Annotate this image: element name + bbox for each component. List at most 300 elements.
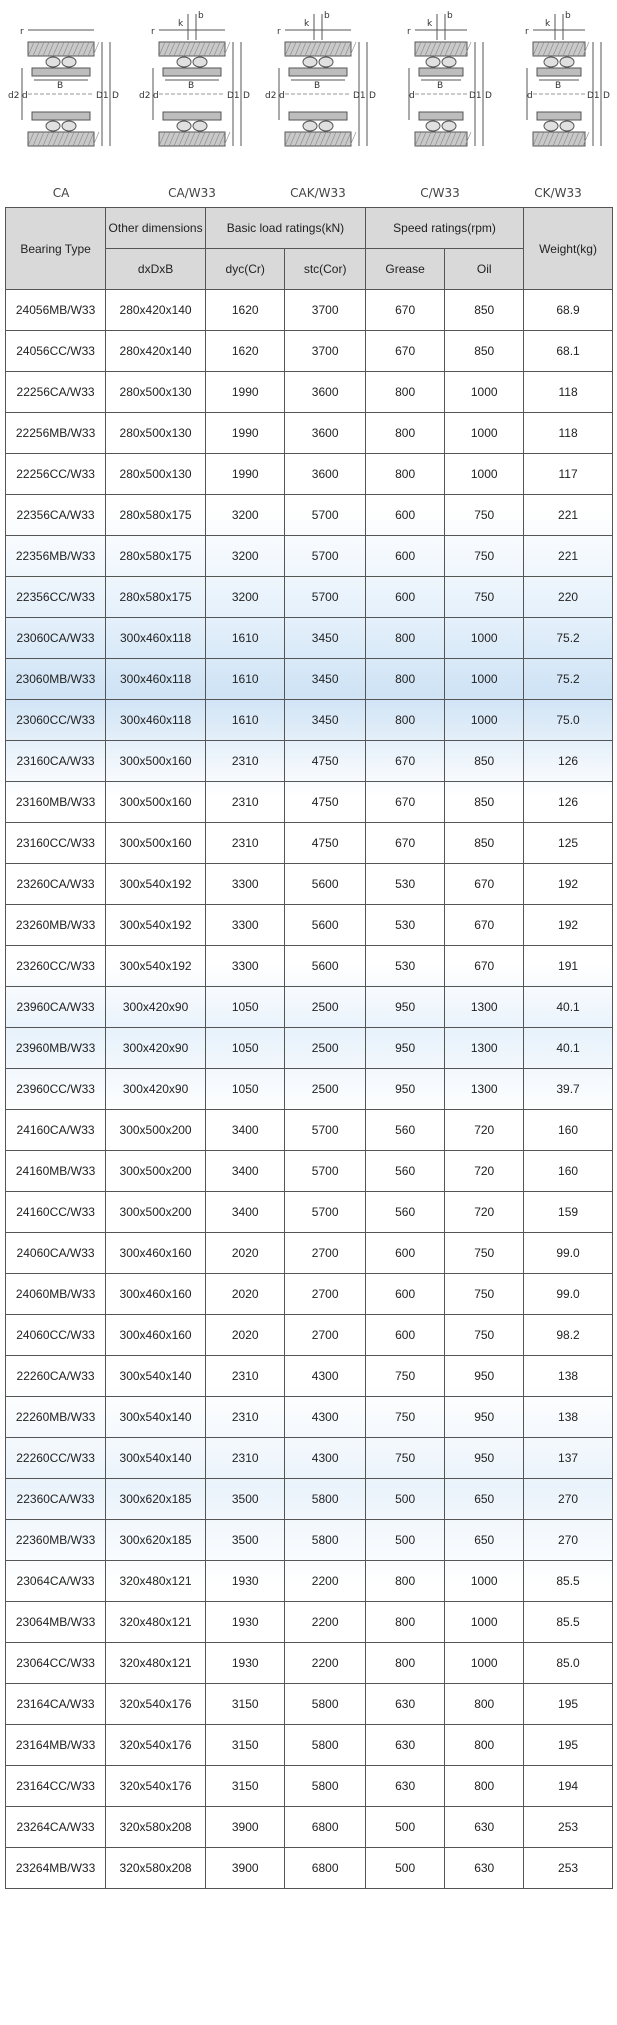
cell-oil: 670 — [445, 946, 524, 987]
cell-weight: 85.0 — [524, 1643, 613, 1684]
dimension-label-d: d — [22, 91, 28, 101]
header-weight: Weight(kg) — [524, 208, 613, 290]
cell-stc: 4750 — [285, 823, 366, 864]
cell-grease: 600 — [365, 495, 444, 536]
table-row — [6, 1807, 613, 1848]
cell-weight: 125 — [524, 823, 613, 864]
cell-stc: 6800 — [285, 1848, 366, 1889]
cell-dyc: 1930 — [206, 1561, 285, 1602]
cell-stc: 2200 — [285, 1602, 366, 1643]
cell-dimensions: 300x500x200 — [106, 1151, 206, 1192]
cell-bearing-type: 23960MB/W33 — [6, 1028, 106, 1069]
cell-bearing-type: 22256MB/W33 — [6, 413, 106, 454]
table-row — [6, 700, 613, 741]
cell-grease: 670 — [365, 331, 444, 372]
dimension-label-d2: d2 — [139, 91, 151, 101]
cell-dimensions: 300x540x192 — [106, 864, 206, 905]
table-row — [6, 1725, 613, 1766]
cell-dimensions: 320x580x208 — [106, 1848, 206, 1889]
cell-stc: 5800 — [285, 1725, 366, 1766]
cell-oil: 1000 — [445, 659, 524, 700]
dimension-label-k: k — [427, 19, 433, 29]
header-basic-load: Basic load ratings(kN) — [206, 208, 366, 249]
table-row — [6, 618, 613, 659]
cell-stc: 3600 — [285, 413, 366, 454]
cell-bearing-type: 23160CC/W33 — [6, 823, 106, 864]
cell-dyc: 3500 — [206, 1520, 285, 1561]
table-row — [6, 864, 613, 905]
cell-oil: 950 — [445, 1438, 524, 1479]
cell-bearing-type: 24056MB/W33 — [6, 290, 106, 331]
cell-bearing-type: 23264MB/W33 — [6, 1848, 106, 1889]
cell-dimensions: 300x540x192 — [106, 946, 206, 987]
cell-dyc: 3200 — [206, 577, 285, 618]
cell-grease: 950 — [365, 987, 444, 1028]
cell-stc: 5700 — [285, 577, 366, 618]
cell-bearing-type: 22356MB/W33 — [6, 536, 106, 577]
cell-grease: 600 — [365, 1315, 444, 1356]
dimension-label-b: B — [57, 81, 64, 91]
cell-oil: 1300 — [445, 1028, 524, 1069]
cell-grease: 670 — [365, 782, 444, 823]
cell-weight: 270 — [524, 1479, 613, 1520]
bearing-cross-section — [6, 10, 119, 180]
cell-oil: 800 — [445, 1725, 524, 1766]
table-row — [6, 536, 613, 577]
cell-dimensions: 300x540x140 — [106, 1397, 206, 1438]
cell-bearing-type: 24160CA/W33 — [6, 1110, 106, 1151]
cell-weight: 192 — [524, 864, 613, 905]
cell-weight: 160 — [524, 1151, 613, 1192]
cell-bearing-type: 24060CA/W33 — [6, 1233, 106, 1274]
cell-oil: 1000 — [445, 413, 524, 454]
cell-grease: 800 — [365, 372, 444, 413]
cell-dyc: 2310 — [206, 1356, 285, 1397]
cell-weight: 98.2 — [524, 1315, 613, 1356]
dimension-label-r: r — [151, 27, 155, 37]
cell-dimensions: 300x500x160 — [106, 823, 206, 864]
cell-dyc: 2310 — [206, 741, 285, 782]
cell-stc: 4300 — [285, 1356, 366, 1397]
cell-dyc: 1990 — [206, 454, 285, 495]
cell-grease: 800 — [365, 1561, 444, 1602]
cell-oil: 1000 — [445, 618, 524, 659]
cell-dyc: 3500 — [206, 1479, 285, 1520]
dimension-label-d1: D1 — [587, 91, 600, 101]
dimension-label-d: d — [409, 91, 415, 101]
table-row — [6, 1479, 613, 1520]
cell-stc: 5800 — [285, 1479, 366, 1520]
cell-weight: 99.0 — [524, 1274, 613, 1315]
cell-oil: 670 — [445, 864, 524, 905]
dimension-label-b: B — [314, 81, 321, 91]
cell-dimensions: 280x420x140 — [106, 290, 206, 331]
cell-grease: 800 — [365, 454, 444, 495]
diagram-label: CA/W33 — [168, 186, 216, 200]
dimension-label-r: r — [20, 27, 24, 37]
header-other-dimensions: Other dimensions — [106, 208, 206, 249]
cell-dimensions: 300x620x185 — [106, 1479, 206, 1520]
cell-stc: 5800 — [285, 1766, 366, 1807]
cell-dyc: 1930 — [206, 1602, 285, 1643]
cell-dyc: 2310 — [206, 782, 285, 823]
dimension-label-d: d — [279, 91, 285, 101]
table-row — [6, 290, 613, 331]
cell-grease: 750 — [365, 1397, 444, 1438]
dimension-label-r: r — [407, 27, 411, 37]
cell-bearing-type: 22356CC/W33 — [6, 577, 106, 618]
cell-oil: 850 — [445, 290, 524, 331]
table-row — [6, 1069, 613, 1110]
cell-bearing-type: 22360CA/W33 — [6, 1479, 106, 1520]
cell-oil: 850 — [445, 782, 524, 823]
table-row — [6, 1602, 613, 1643]
dimension-label-r: r — [525, 27, 529, 37]
cell-oil: 850 — [445, 741, 524, 782]
dimension-label-k: k — [178, 19, 184, 29]
cell-bearing-type: 23060CA/W33 — [6, 618, 106, 659]
table-row — [6, 1028, 613, 1069]
cell-stc: 5700 — [285, 536, 366, 577]
cell-weight: 160 — [524, 1110, 613, 1151]
table-row — [6, 741, 613, 782]
cell-dimensions: 300x500x200 — [106, 1192, 206, 1233]
cell-grease: 600 — [365, 1274, 444, 1315]
diagram-label: CK/W33 — [534, 186, 582, 200]
cell-oil: 950 — [445, 1356, 524, 1397]
cell-grease: 800 — [365, 700, 444, 741]
diagram-label: CAK/W33 — [290, 186, 346, 200]
cell-oil: 650 — [445, 1479, 524, 1520]
diagram-ca-w33 — [137, 10, 250, 205]
cell-dimensions: 280x580x175 — [106, 536, 206, 577]
cell-weight: 221 — [524, 536, 613, 577]
dimension-label-b: b — [447, 11, 453, 21]
cell-dimensions: 300x500x160 — [106, 741, 206, 782]
dimension-label-d: d — [527, 91, 533, 101]
cell-dimensions: 280x500x130 — [106, 372, 206, 413]
cell-dyc: 3400 — [206, 1192, 285, 1233]
cell-bearing-type: 23160CA/W33 — [6, 741, 106, 782]
table-row — [6, 331, 613, 372]
cell-stc: 2700 — [285, 1315, 366, 1356]
cell-weight: 137 — [524, 1438, 613, 1479]
cell-dyc: 1050 — [206, 1069, 285, 1110]
cell-weight: 85.5 — [524, 1561, 613, 1602]
cell-bearing-type: 24060MB/W33 — [6, 1274, 106, 1315]
cell-bearing-type: 24160MB/W33 — [6, 1151, 106, 1192]
cell-weight: 39.7 — [524, 1069, 613, 1110]
cell-dyc: 3300 — [206, 905, 285, 946]
dimension-label-k: k — [545, 19, 551, 29]
cell-bearing-type: 22256CC/W33 — [6, 454, 106, 495]
cell-dimensions: 280x580x175 — [106, 495, 206, 536]
cell-grease: 800 — [365, 1643, 444, 1684]
cell-weight: 75.2 — [524, 659, 613, 700]
bearing-diagrams — [0, 0, 617, 205]
cell-stc: 5800 — [285, 1520, 366, 1561]
cell-grease: 530 — [365, 946, 444, 987]
cell-stc: 4300 — [285, 1438, 366, 1479]
cell-dyc: 2020 — [206, 1315, 285, 1356]
cell-grease: 560 — [365, 1192, 444, 1233]
cell-dyc: 1930 — [206, 1643, 285, 1684]
cell-weight: 195 — [524, 1725, 613, 1766]
dimension-label-d: D — [243, 91, 250, 101]
cell-grease: 630 — [365, 1766, 444, 1807]
cell-dyc: 1990 — [206, 372, 285, 413]
table-row — [6, 823, 613, 864]
cell-dimensions: 320x480x121 — [106, 1561, 206, 1602]
cell-weight: 40.1 — [524, 1028, 613, 1069]
cell-dyc: 3150 — [206, 1766, 285, 1807]
cell-oil: 750 — [445, 495, 524, 536]
bearing-cross-section — [263, 10, 376, 180]
cell-grease: 750 — [365, 1356, 444, 1397]
cell-dimensions: 280x500x130 — [106, 413, 206, 454]
cell-bearing-type: 24160CC/W33 — [6, 1192, 106, 1233]
diagram-ca — [6, 10, 119, 205]
table-row — [6, 413, 613, 454]
cell-bearing-type: 24056CC/W33 — [6, 331, 106, 372]
cell-bearing-type: 22360MB/W33 — [6, 1520, 106, 1561]
cell-dyc: 3300 — [206, 864, 285, 905]
cell-bearing-type: 23264CA/W33 — [6, 1807, 106, 1848]
dimension-label-b: b — [565, 11, 571, 21]
cell-stc: 3450 — [285, 659, 366, 700]
cell-oil: 750 — [445, 536, 524, 577]
cell-oil: 1000 — [445, 1643, 524, 1684]
cell-grease: 600 — [365, 577, 444, 618]
cell-oil: 1000 — [445, 700, 524, 741]
cell-oil: 850 — [445, 331, 524, 372]
table-row — [6, 1520, 613, 1561]
cell-oil: 720 — [445, 1192, 524, 1233]
cell-weight: 138 — [524, 1397, 613, 1438]
dimension-label-b: B — [555, 81, 562, 91]
dimension-label-k: k — [304, 19, 310, 29]
cell-dyc: 2310 — [206, 1438, 285, 1479]
cell-stc: 2200 — [285, 1561, 366, 1602]
cell-stc: 4300 — [285, 1397, 366, 1438]
cell-oil: 1000 — [445, 454, 524, 495]
cell-weight: 118 — [524, 413, 613, 454]
cell-grease: 560 — [365, 1151, 444, 1192]
diagram-cak-w33 — [263, 10, 376, 205]
cell-dimensions: 300x420x90 — [106, 1069, 206, 1110]
cell-oil: 630 — [445, 1848, 524, 1889]
table-row — [6, 1315, 613, 1356]
cell-weight: 195 — [524, 1684, 613, 1725]
cell-grease: 500 — [365, 1479, 444, 1520]
cell-dimensions: 320x480x121 — [106, 1602, 206, 1643]
cell-stc: 3700 — [285, 290, 366, 331]
cell-dyc: 3300 — [206, 946, 285, 987]
cell-dimensions: 300x420x90 — [106, 987, 206, 1028]
cell-oil: 1300 — [445, 987, 524, 1028]
diagram-label: CA — [52, 186, 70, 200]
dimension-label-d: d — [153, 91, 159, 101]
cell-weight: 68.1 — [524, 331, 613, 372]
cell-bearing-type: 22260CA/W33 — [6, 1356, 106, 1397]
dimension-label-d2: d2 — [265, 91, 277, 101]
table-row — [6, 495, 613, 536]
cell-oil: 750 — [445, 1274, 524, 1315]
cell-dimensions: 300x460x118 — [106, 659, 206, 700]
cell-weight: 221 — [524, 495, 613, 536]
cell-dyc: 3900 — [206, 1807, 285, 1848]
cell-bearing-type: 22260CC/W33 — [6, 1438, 106, 1479]
table-row — [6, 987, 613, 1028]
table-row — [6, 577, 613, 618]
dimension-label-r: r — [277, 27, 281, 37]
cell-dyc: 1990 — [206, 413, 285, 454]
cell-bearing-type: 23064CA/W33 — [6, 1561, 106, 1602]
cell-bearing-type: 23960CC/W33 — [6, 1069, 106, 1110]
cell-dimensions: 300x460x118 — [106, 700, 206, 741]
cell-stc: 5800 — [285, 1684, 366, 1725]
cell-stc: 2500 — [285, 1028, 366, 1069]
cell-dyc: 2020 — [206, 1274, 285, 1315]
cell-dyc: 2310 — [206, 823, 285, 864]
cell-dimensions: 280x500x130 — [106, 454, 206, 495]
cell-dyc: 1610 — [206, 618, 285, 659]
cell-grease: 670 — [365, 741, 444, 782]
cell-oil: 1000 — [445, 1602, 524, 1643]
table-row — [6, 1110, 613, 1151]
cell-dimensions: 320x580x208 — [106, 1807, 206, 1848]
cell-oil: 630 — [445, 1807, 524, 1848]
cell-bearing-type: 23060MB/W33 — [6, 659, 106, 700]
cell-dyc: 3150 — [206, 1684, 285, 1725]
cell-dimensions: 300x540x140 — [106, 1356, 206, 1397]
cell-weight: 192 — [524, 905, 613, 946]
cell-bearing-type: 22260MB/W33 — [6, 1397, 106, 1438]
cell-weight: 99.0 — [524, 1233, 613, 1274]
dimension-label-d: D — [112, 91, 119, 101]
cell-stc: 3450 — [285, 618, 366, 659]
cell-dimensions: 300x500x160 — [106, 782, 206, 823]
cell-dyc: 3150 — [206, 1725, 285, 1766]
header-oil: Oil — [445, 249, 524, 290]
cell-stc: 5600 — [285, 864, 366, 905]
table-row — [6, 1274, 613, 1315]
table-row — [6, 1192, 613, 1233]
header-speed: Speed ratings(rpm) — [365, 208, 523, 249]
bearing-cross-section — [137, 10, 250, 180]
cell-dyc: 3400 — [206, 1110, 285, 1151]
cell-weight: 85.5 — [524, 1602, 613, 1643]
cell-stc: 2500 — [285, 1069, 366, 1110]
dimension-label-d1: D1 — [227, 91, 240, 101]
cell-dyc: 1620 — [206, 290, 285, 331]
cell-weight: 75.0 — [524, 700, 613, 741]
table-row — [6, 1643, 613, 1684]
cell-stc: 5700 — [285, 1151, 366, 1192]
diagram-label: C/W33 — [420, 186, 460, 200]
bearing-table — [5, 207, 613, 1889]
cell-bearing-type: 23960CA/W33 — [6, 987, 106, 1028]
cell-dyc: 3200 — [206, 495, 285, 536]
table-row — [6, 782, 613, 823]
bearing-cross-section — [385, 10, 495, 180]
cell-dimensions: 300x460x160 — [106, 1274, 206, 1315]
cell-dimensions: 300x420x90 — [106, 1028, 206, 1069]
cell-stc: 3600 — [285, 372, 366, 413]
cell-stc: 5700 — [285, 495, 366, 536]
cell-dimensions: 300x620x185 — [106, 1520, 206, 1561]
table-row — [6, 1356, 613, 1397]
cell-dimensions: 320x540x176 — [106, 1684, 206, 1725]
cell-weight: 220 — [524, 577, 613, 618]
header-stc: stc(Cor) — [285, 249, 366, 290]
cell-dyc: 1050 — [206, 1028, 285, 1069]
cell-stc: 4750 — [285, 741, 366, 782]
cell-bearing-type: 23064MB/W33 — [6, 1602, 106, 1643]
cell-weight: 191 — [524, 946, 613, 987]
table-row — [6, 946, 613, 987]
cell-weight: 159 — [524, 1192, 613, 1233]
diagram-ck-w33 — [503, 10, 613, 205]
cell-dyc: 1610 — [206, 700, 285, 741]
cell-dimensions: 300x500x200 — [106, 1110, 206, 1151]
cell-bearing-type: 23064CC/W33 — [6, 1643, 106, 1684]
cell-grease: 950 — [365, 1069, 444, 1110]
dimension-label-b: b — [198, 11, 204, 21]
cell-stc: 5600 — [285, 946, 366, 987]
diagram-c-w33 — [385, 10, 495, 205]
cell-grease: 670 — [365, 290, 444, 331]
header-dyc: dyc(Cr) — [206, 249, 285, 290]
cell-stc: 4750 — [285, 782, 366, 823]
cell-bearing-type: 23260CC/W33 — [6, 946, 106, 987]
cell-dyc: 3400 — [206, 1151, 285, 1192]
dimension-label-b: B — [188, 81, 195, 91]
dimension-label-d1: D1 — [96, 91, 109, 101]
table-body — [6, 290, 613, 1889]
cell-stc: 6800 — [285, 1807, 366, 1848]
dimension-label-d: D — [603, 91, 610, 101]
cell-grease: 800 — [365, 618, 444, 659]
cell-grease: 500 — [365, 1807, 444, 1848]
cell-grease: 800 — [365, 659, 444, 700]
cell-oil: 670 — [445, 905, 524, 946]
cell-dimensions: 280x420x140 — [106, 331, 206, 372]
cell-stc: 5700 — [285, 1110, 366, 1151]
table-row — [6, 372, 613, 413]
cell-dimensions: 320x540x176 — [106, 1725, 206, 1766]
cell-stc: 2500 — [285, 987, 366, 1028]
cell-bearing-type: 23164CA/W33 — [6, 1684, 106, 1725]
table-row — [6, 1684, 613, 1725]
cell-grease: 500 — [365, 1520, 444, 1561]
cell-weight: 118 — [524, 372, 613, 413]
cell-bearing-type: 24060CC/W33 — [6, 1315, 106, 1356]
cell-oil: 850 — [445, 823, 524, 864]
dimension-label-d: D — [369, 91, 376, 101]
cell-stc: 2700 — [285, 1274, 366, 1315]
cell-weight: 117 — [524, 454, 613, 495]
cell-oil: 650 — [445, 1520, 524, 1561]
table-row — [6, 905, 613, 946]
cell-oil: 750 — [445, 1315, 524, 1356]
cell-oil: 1000 — [445, 1561, 524, 1602]
cell-dimensions: 300x540x140 — [106, 1438, 206, 1479]
cell-bearing-type: 22256CA/W33 — [6, 372, 106, 413]
cell-stc: 2700 — [285, 1233, 366, 1274]
cell-oil: 800 — [445, 1684, 524, 1725]
cell-stc: 3600 — [285, 454, 366, 495]
